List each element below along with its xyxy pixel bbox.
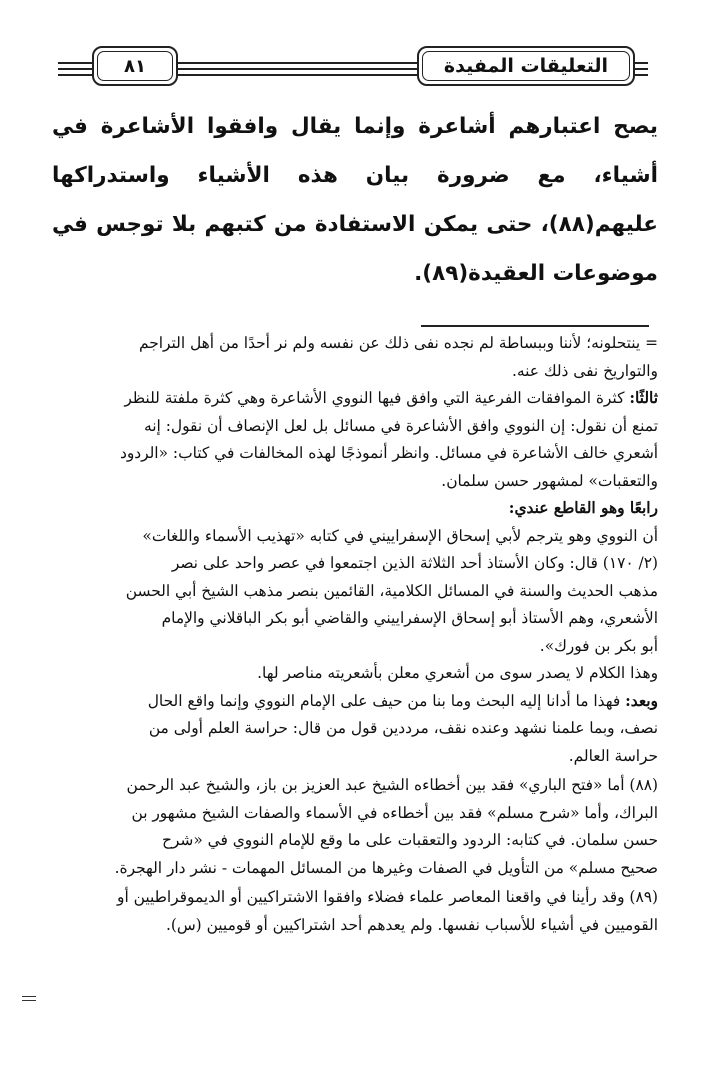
margin-mark bbox=[22, 996, 36, 1004]
footnote-separator bbox=[421, 325, 649, 327]
footnotes-block bbox=[52, 330, 658, 939]
note-line: أشعري خالف الأشاعرة في مسائل. وانظر أنموذجًا لهذه المخالفات في كتاب: «الردود bbox=[119, 444, 658, 462]
note-line: تمنع أن نقول: إن النووي وافق الأشاعرة في مسائل بل لعل الإنصاف أن نقول: إنه bbox=[144, 416, 658, 435]
note-line: صحيح مسلم» من التأويل في الصفات وغيرها من المسائل المهمات - نشر دار الهجرة. bbox=[114, 858, 658, 877]
note-line: حسن سلمان. في كتابه: الردود والتعقبات على ما وقع للإمام النووي في «شرح bbox=[162, 831, 658, 849]
note-line: أبو بكر بن فورك». bbox=[539, 636, 658, 655]
main-text bbox=[52, 102, 658, 298]
footnote-88: (٨٨) أما «فتح الباري» فقد بين أخطاءه الشيخ عبد العزيز بن باز، والشيخ عبد الرحمن bbox=[126, 776, 658, 794]
note-line: البراك، وأما «شرح مسلم» فقد بين أخطاءه في الأسماء والصفات الشيخ مشهور بن bbox=[131, 803, 658, 822]
note-line: والتعقبات» لمشهور حسن سلمان. bbox=[441, 471, 658, 490]
note-line: وهذا الكلام لا يصدر سوى من أشعري معلن بأشعريته مناصر لها. bbox=[257, 664, 658, 682]
note-line: والتواريخ نفى ذلك عنه. bbox=[512, 361, 658, 380]
note-line: حراسة العالم. bbox=[568, 746, 658, 765]
note-line: مذهب الحديث والسنة في المسائل الكلامية، القائمين بنصر مذهب الشيخ أبي الحسن bbox=[125, 581, 658, 600]
footnote-89: (٨٩) وقد رأينا في واقعنا المعاصر علماء فضلاء وافقوا الاشتراكيين أو الديموقراطيين أو bbox=[117, 888, 658, 906]
section-label-third: ثالثًا: bbox=[629, 389, 658, 407]
note-line: ثالثًا: كثرة الموافقات الفرعية التي وافق فيها النووي الأشاعرة وهي كثرة ملفتة للنظر bbox=[124, 389, 658, 407]
note-line: نصف، وبما علمنا نشهد وعنده نقف، مرددين قول من قال: حراسة العلم أولى من bbox=[148, 719, 658, 737]
section-label-fourth: رابعًا وهو القاطع عندي: bbox=[508, 499, 658, 517]
note-line: الأشعري، وهم الأستاذ أبو إسحاق الإسفراييني والقاضي أبو بكر الباقلاني والإمام bbox=[161, 609, 658, 627]
page-number-frame bbox=[92, 46, 178, 86]
note-line: وبعد: فهذا ما أدانا إليه البحث وما بنا من حيف على الإمام النووي وإنما واقع الحال bbox=[147, 691, 658, 710]
running-title-frame bbox=[417, 46, 635, 86]
note-line: القوميين في أشياء للأسباب نفسها. ولم يعدهم أحد اشتراكيين أو قوميين (س). bbox=[165, 915, 658, 934]
section-label-after: وبعد: bbox=[625, 691, 658, 710]
running-title: التعليقات المفيدة bbox=[443, 55, 609, 77]
note-line bbox=[52, 495, 658, 523]
note-line: (٢/ ١٧٠) قال: وكان الأستاذ أحد الثلاثة الذين اجتمعوا في عصر واحد على نصر bbox=[171, 554, 658, 572]
page-number: ٨١ bbox=[124, 55, 146, 77]
main-paragraph: يصح اعتبارهم أشاعرة وإنما يقال وافقوا الأشاعرة في أشياء، مع ضرورة بيان هذه الأشياء واستدراكها عليهم(٨٨)، حتى يمكن الاستفادة من كتبهم بلا توجس في موضوعات العقيدة(٨٩). bbox=[52, 114, 658, 286]
note-line: أن النووي وهو يترجم لأبي إسحاق الإسفراييني في كتابه «تهذيب الأسماء واللغات» bbox=[142, 526, 658, 545]
note-line: = ينتحلونه؛ لأننا وببساطة لم نجده نفى ذلك عن نفسه ولم نر أحدًا من أهل التراجم bbox=[138, 334, 658, 352]
